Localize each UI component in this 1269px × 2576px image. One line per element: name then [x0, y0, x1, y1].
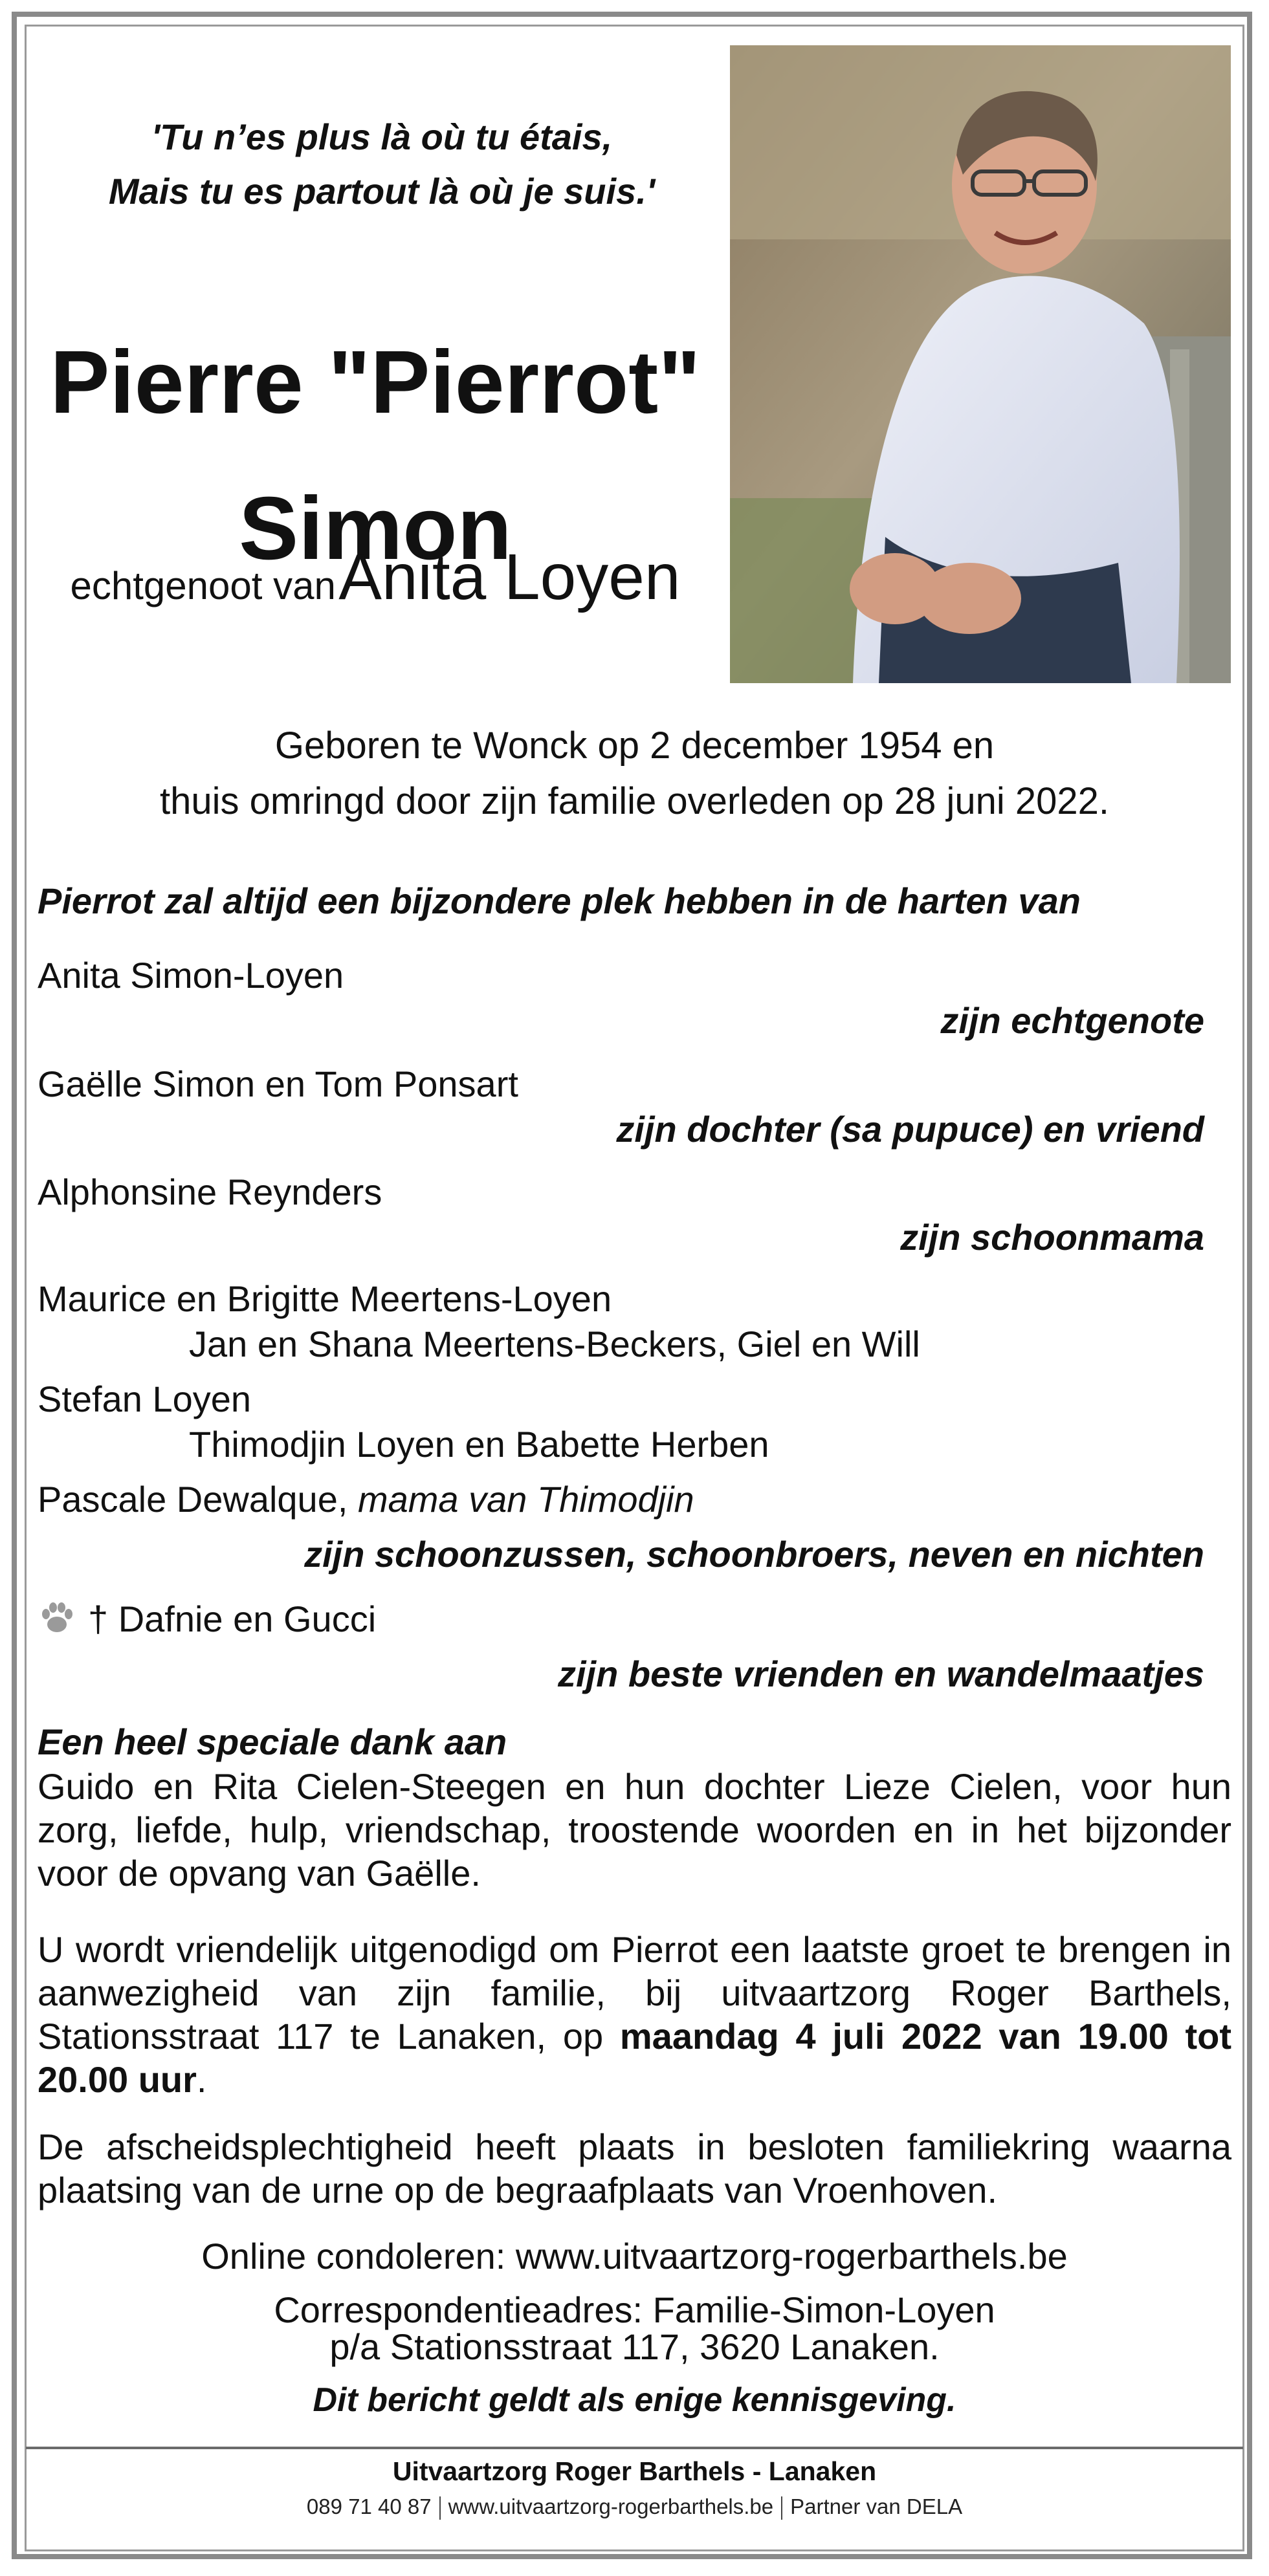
footer-divider — [26, 2447, 1243, 2449]
family-pets — [38, 1598, 376, 1646]
name-line-2: Simon — [239, 479, 512, 578]
footer-partner: Partner van DELA — [790, 2494, 963, 2518]
name-line-1: Pierre "Pierrot" — [50, 333, 701, 432]
paw-icon — [38, 1599, 76, 1646]
family-alphonsine: Alphonsine Reynders — [38, 1172, 382, 1212]
invitation-main: U wordt vriendelijk uitgenodigd om Pierrot een laatste groet te brengen in aanwezigheid van zijn familie, bij uitvaartzorg Roger Barthels, Stationsstraat 117 te Lanaken, op — [38, 1929, 1231, 2057]
family-lead: Pierrot zal altijd een bijzondere plek hebben in de harten van — [38, 880, 1081, 921]
relation-anita: zijn echtgenote — [940, 1000, 1204, 1041]
family-gaelle: Gaëlle Simon en Tom Ponsart — [38, 1064, 518, 1104]
address-line-2: p/a Stationsstraat 117, 3620 Lanaken. — [329, 2326, 940, 2367]
footer-title: Uitvaartzorg Roger Barthels - Lanaken — [392, 2456, 877, 2486]
footer-separator — [439, 2496, 441, 2520]
pascale-note: mama van Thimodjin — [357, 1479, 694, 1520]
footer-website: www.uitvaartzorg-rogerbarthels.be — [448, 2494, 774, 2518]
family-anita: Anita Simon-Loyen — [38, 955, 344, 996]
death-line: thuis omringd door zijn familie overleden op 28 juni 2022. — [160, 780, 1109, 822]
relation-pets: zijn beste vrienden en wandelmaatjes — [557, 1654, 1204, 1694]
relation-gaelle: zijn dochter (sa pupuce) en vriend — [616, 1109, 1204, 1150]
footer-info — [26, 2494, 1243, 2520]
family-stefan: Stefan Loyen — [38, 1379, 252, 1419]
family-pascale — [38, 1478, 694, 1520]
invitation-end: . — [196, 2059, 207, 2100]
address-line-1: Correspondentieadres: Familie-Simon-Loyen — [274, 2289, 995, 2330]
relation-in-laws: zijn schoonzussen, schoonbroers, neven en nichten — [304, 1534, 1204, 1575]
footer-separator — [781, 2496, 782, 2520]
notice-text: Dit bericht geldt als enige kennisgeving. — [313, 2381, 956, 2419]
footer-phone: 089 71 40 87 — [306, 2494, 432, 2518]
spouse-line — [39, 540, 712, 615]
thanks-heading: Een heel speciale dank aan — [38, 1721, 507, 1762]
birth-line: Geboren te Wonck op 2 december 1954 en — [274, 725, 995, 767]
online-condolences: Online condoleren: www.uitvaartzorg-rogerbarthels.be — [201, 2236, 1068, 2276]
pets-names: † Dafnie en Gucci — [88, 1599, 377, 1639]
memorial-quote — [58, 110, 705, 219]
quote-line-2: Mais tu es partout là où je suis.' — [108, 171, 656, 212]
spouse-name: Anita Loyen — [338, 541, 681, 613]
thanks-body: Guido en Rita Cielen-Steegen en hun dochter Lieze Cielen, voor hun zorg, liefde, hulp, vriendschap, troostende woorden en in het bijzonder voor de opvang van Gaëlle. — [38, 1766, 1231, 1894]
spouse-prefix: echtgenoot van — [70, 564, 336, 607]
pascale-name: Pascale Dewalque, — [38, 1479, 358, 1520]
quote-line-1: 'Tu n’es plus là où tu étais, — [151, 116, 613, 157]
relation-alphonsine: zijn schoonmama — [900, 1217, 1204, 1258]
family-thimodjin: Thimodjin Loyen en Babette Herben — [189, 1424, 769, 1465]
invitation-date: maandag 4 juli 2022 van 19.00 tot 20.00 uur — [38, 2016, 1231, 2100]
family-maurice: Maurice en Brigitte Meertens-Loyen — [38, 1278, 612, 1319]
family-jan: Jan en Shana Meertens-Beckers, Giel en Will — [189, 1324, 920, 1364]
invitation-text — [38, 1928, 1231, 2101]
ceremony-text: De afscheidsplechtigheid heeft plaats in besloten familiekring waarna plaatsing van de urne op de begraafplaats van Vroenhoven. — [38, 2126, 1231, 2210]
portrait-photo — [730, 45, 1231, 683]
birth-death-info — [39, 718, 1230, 829]
